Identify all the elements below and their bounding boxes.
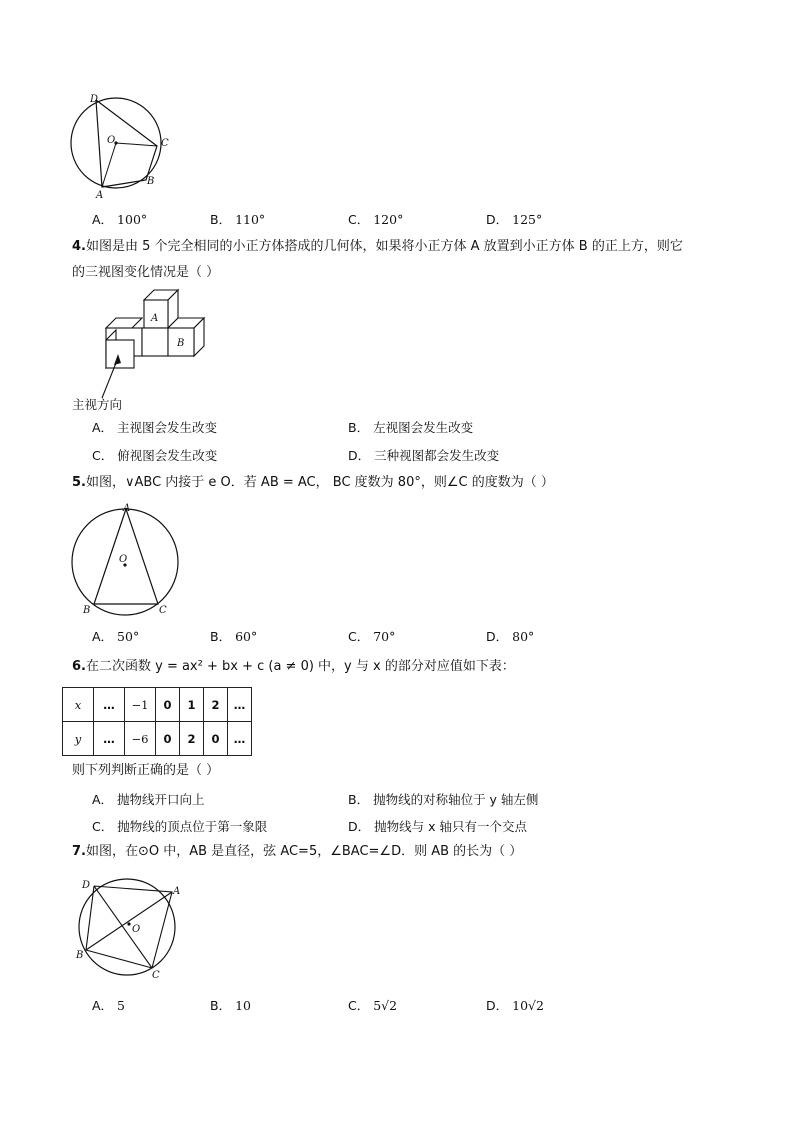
q3-label-d: D bbox=[90, 94, 99, 105]
q3-label-a: A bbox=[96, 190, 104, 201]
q4-view-direction-caption: 主视方向 bbox=[72, 397, 123, 412]
q3-label-o: O bbox=[107, 135, 116, 146]
q6-option-d[interactable]: D． 抛物线与 x 轴只有一个交点 bbox=[348, 819, 527, 834]
table-cell: … bbox=[228, 688, 252, 722]
q7-option-c[interactable]: C． 5√2 bbox=[348, 998, 398, 1013]
q4-option-c[interactable]: C． 俯视图会发生改变 bbox=[92, 448, 218, 463]
q5-label-c: C bbox=[159, 605, 167, 616]
q4-option-d[interactable]: D． 三种视图都会发生改变 bbox=[348, 448, 500, 463]
q6-stem: 6.在二次函数 y = ax² + bx + c (a ≠ 0) 中，y 与 x 的部分对应值如下表： bbox=[72, 659, 515, 674]
q3-figure bbox=[66, 92, 176, 202]
q3-option-d[interactable]: D． 125° bbox=[486, 212, 543, 227]
table-cell: −6 bbox=[125, 722, 156, 756]
q4-stem-line1: 4.如图是由 5 个完全相同的小正方体搭成的几何体，如果将小正方体 A 放置到小正方体 B 的正上方，则它 bbox=[72, 239, 683, 254]
q7-stem: 7.如图，在⊙O 中，AB 是直径，弦 AC=5，∠BAC=∠D．则 AB 的长为（ ） bbox=[72, 844, 523, 859]
q7-label-a: A bbox=[173, 886, 181, 897]
q7-label-c: C bbox=[152, 970, 160, 981]
q6-option-b[interactable]: B． 抛物线的对称轴位于 y 轴左侧 bbox=[348, 792, 539, 807]
table-cell: 1 bbox=[180, 688, 204, 722]
table-row-x bbox=[63, 688, 252, 722]
q5-stem: 5.如图，∨ABC 内接于 e O．若 AB = AC， BC 度数为 80°，则∠C 的度数为（ ） bbox=[72, 475, 554, 490]
table-row-y bbox=[63, 722, 252, 756]
q4-label-b: B bbox=[177, 338, 185, 349]
q4-cubes-figure bbox=[70, 288, 220, 410]
q7-figure bbox=[72, 872, 184, 984]
q4-option-b[interactable]: B． 左视图会发生改变 bbox=[348, 420, 474, 435]
q6-option-c[interactable]: C． 抛物线的顶点位于第一象限 bbox=[92, 819, 268, 834]
table-cell: 0 bbox=[156, 688, 180, 722]
q5-figure bbox=[66, 500, 186, 620]
q7-option-b[interactable]: B． 10 bbox=[210, 998, 251, 1013]
q3-option-a[interactable]: A． 100° bbox=[92, 212, 148, 227]
q5-option-a[interactable]: A． 50° bbox=[92, 629, 140, 644]
q4-option-a[interactable]: A． 主视图会发生改变 bbox=[92, 420, 218, 435]
q5-label-o: O bbox=[119, 554, 128, 565]
table-cell: … bbox=[94, 688, 125, 722]
table-cell: 0 bbox=[156, 722, 180, 756]
table-cell: … bbox=[228, 722, 252, 756]
q3-label-c: C bbox=[161, 138, 169, 149]
q6-value-table bbox=[62, 687, 252, 756]
q7-label-d: D bbox=[82, 880, 91, 891]
q3-option-c[interactable]: C． 120° bbox=[348, 212, 404, 227]
q6-option-a[interactable]: A． 抛物线开口向上 bbox=[92, 792, 205, 807]
q6-after-table: 则下列判断正确的是（ ） bbox=[72, 763, 220, 778]
q5-label-a: A bbox=[123, 503, 131, 514]
q5-option-d[interactable]: D． 80° bbox=[486, 629, 535, 644]
q5-option-b[interactable]: B． 60° bbox=[210, 629, 258, 644]
q5-label-b: B bbox=[83, 605, 91, 616]
q3-option-b[interactable]: B． 110° bbox=[210, 212, 266, 227]
q7-option-a[interactable]: A． 5 bbox=[92, 998, 125, 1013]
table-cell: 2 bbox=[180, 722, 204, 756]
q4-stem-line2: 的三视图变化情况是（ ） bbox=[72, 265, 220, 280]
table-cell: −1 bbox=[125, 688, 156, 722]
q7-label-b: B bbox=[76, 950, 84, 961]
table-cell: … bbox=[94, 722, 125, 756]
table-cell: 2 bbox=[204, 688, 228, 722]
q3-label-b: B bbox=[147, 176, 155, 187]
q4-label-a: A bbox=[151, 313, 159, 324]
table-cell: x bbox=[63, 688, 94, 722]
table-cell: 0 bbox=[204, 722, 228, 756]
table-cell: y bbox=[63, 722, 94, 756]
q7-option-d[interactable]: D． 10√2 bbox=[486, 998, 544, 1013]
q7-label-o: O bbox=[132, 924, 141, 935]
q5-option-c[interactable]: C． 70° bbox=[348, 629, 396, 644]
